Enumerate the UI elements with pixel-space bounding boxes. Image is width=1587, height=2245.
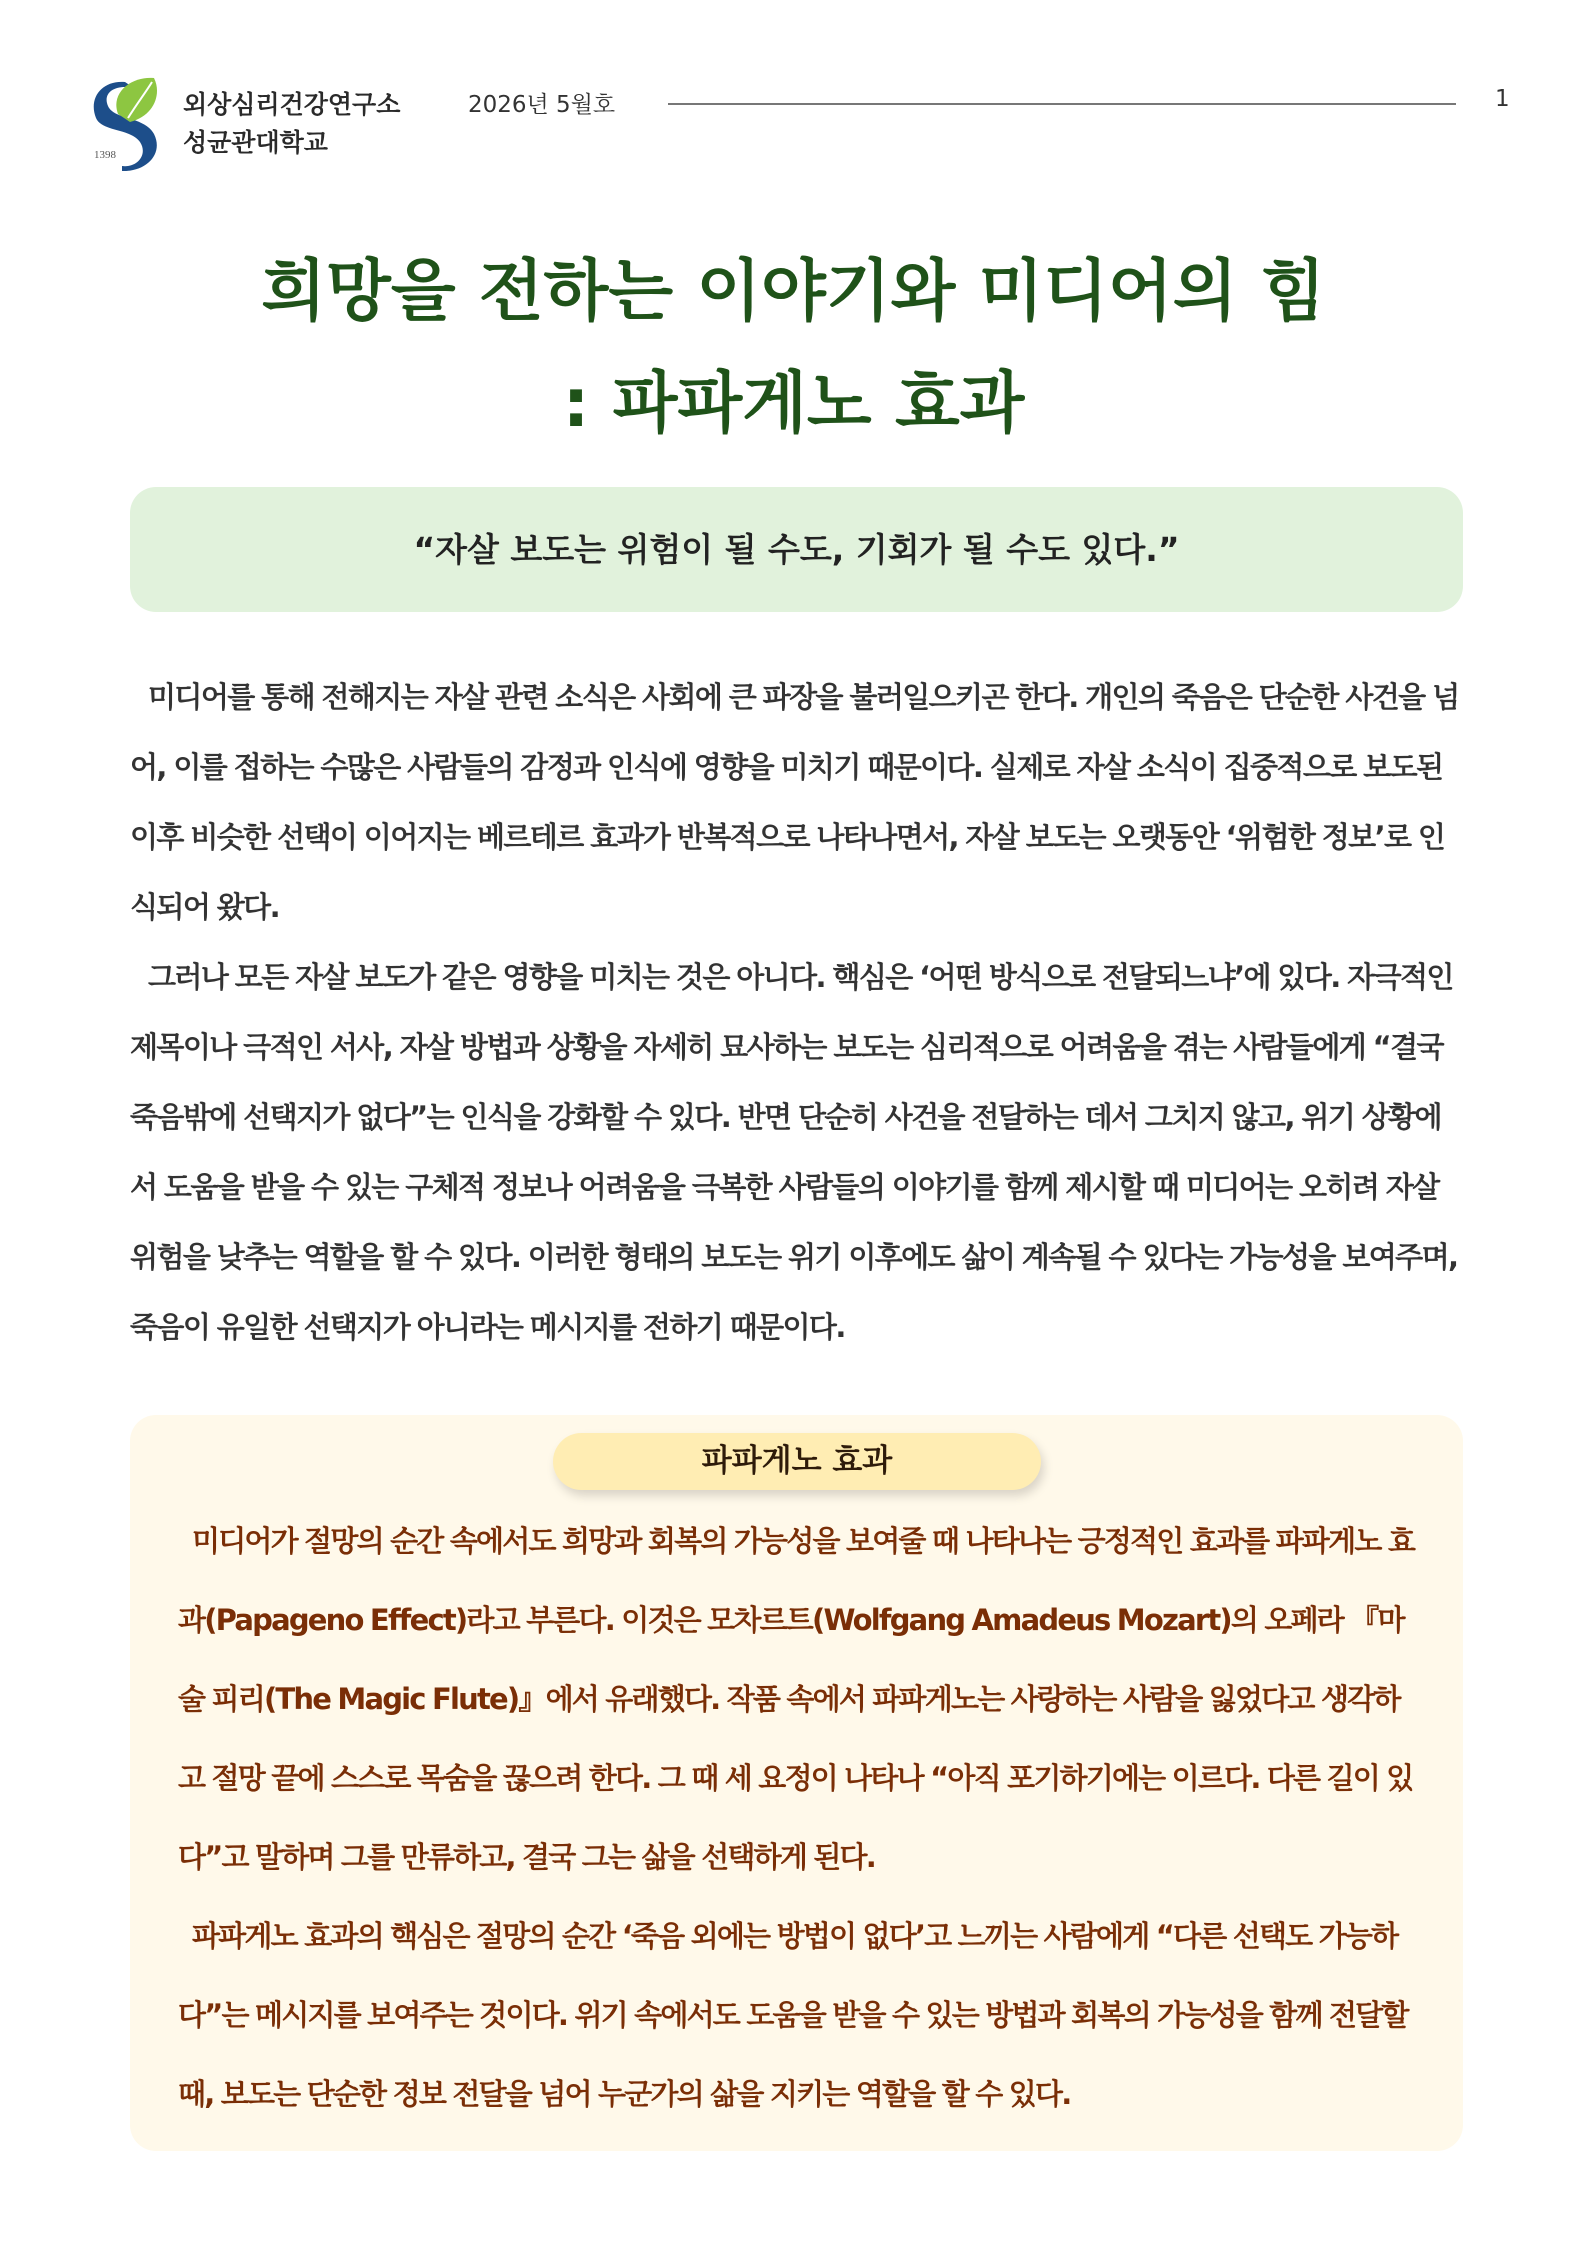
university-logo	[82, 72, 168, 172]
effect-paragraph-1: 미디어가 절망의 순간 속에서도 희망과 회복의 가능성을 보여줄 때 나타나는 긍정적인 효과를 파파게노 효과(Papageno Effect)라고 부른다. 이것은 모차르트(Wolfgang Amadeus Mozart)의 오페라 『마술 피리(The Magic Flute)』에서 유래했다. 작품 속에서 파파게노는 사랑하는 사람을 잃었다고 생각하고 절망 끝에 스스로 목숨을 끊으려 한다. 그 때 세 요정이 나타나 “아직 포기하기에는 이르다. 다른 길이 있다”고 말하며 그를 만류하고, 결국 그는 삶을 선택하게 된다.	[178, 1524, 1415, 1874]
effect-heading: 파파게노 효과	[553, 1433, 1041, 1490]
svg-text:1398: 1398	[94, 149, 116, 161]
effect-text	[178, 1502, 1418, 2134]
issue-date: 2026년 5월호	[468, 92, 616, 118]
title-line1: 희망을 전하는 이야기와 미디어의 힘	[261, 252, 1326, 330]
body-paragraph-1: 미디어를 통해 전해지는 자살 관련 소식은 사회에 큰 파장을 불러일으키곤 한다. 개인의 죽음은 단순한 사건을 넘어, 이를 접하는 수많은 사람들의 감정과 인식에 영향을 미치기 때문이다. 실제로 자살 소식이 집중적으로 보도된 이후 비슷한 선택이 이어지는 베르테르 효과가 반복적으로 나타나면서, 자살 보도는 오랫동안 ‘위험한 정보’로 인식되어 왔다.	[130, 680, 1459, 924]
title-line2: : 파파게노 효과	[562, 364, 1025, 442]
header-divider	[668, 103, 1456, 105]
article-body	[130, 662, 1463, 1362]
body-paragraph-2: 그러나 모든 자살 보도가 같은 영향을 미치는 것은 아니다. 핵심은 ‘어떤 방식으로 전달되느냐’에 있다. 자극적인 제목이나 극적인 서사, 자살 방법과 상황을 자세히 묘사하는 보도는 심리적으로 어려움을 겪는 사람들에게 “결국 죽음밖에 선택지가 없다”는 인식을 강화할 수 있다. 반면 단순히 사건을 전달하는 데서 그치지 않고, 위기 상황에서 도움을 받을 수 있는 구체적 정보나 어려움을 극복한 사람들의 이야기를 함께 제시할 때 미디어는 오히려 자살 위험을 낮추는 역할을 할 수 있다. 이러한 형태의 보도는 위기 이후에도 삶이 계속될 수 있다는 가능성을 보여주며, 죽음이 유일한 선택지가 아니라는 메시지를 전하기 때문이다.	[130, 960, 1458, 1344]
org-line2: 성균관대학교	[183, 128, 328, 157]
page-header	[0, 0, 1587, 180]
page-title	[0, 235, 1587, 459]
quote-box	[130, 487, 1463, 612]
organization-name	[183, 86, 400, 162]
org-line1: 외상심리건강연구소	[183, 90, 401, 119]
page-number: 1	[1495, 86, 1510, 112]
effect-paragraph-2: 파파게노 효과의 핵심은 절망의 순간 ‘죽음 외에는 방법이 없다’고 느끼는 사람에게 “다른 선택도 가능하다”는 메시지를 보여주는 것이다. 위기 속에서도 도움을 받을 수 있는 방법과 회복의 가능성을 함께 전달할 때, 보도는 단순한 정보 전달을 넘어 누군가의 삶을 지키는 역할을 할 수 있다.	[178, 1919, 1408, 2111]
quote-text: “자살 보도는 위험이 될 수도, 기회가 될 수도 있다.”	[413, 530, 1180, 569]
